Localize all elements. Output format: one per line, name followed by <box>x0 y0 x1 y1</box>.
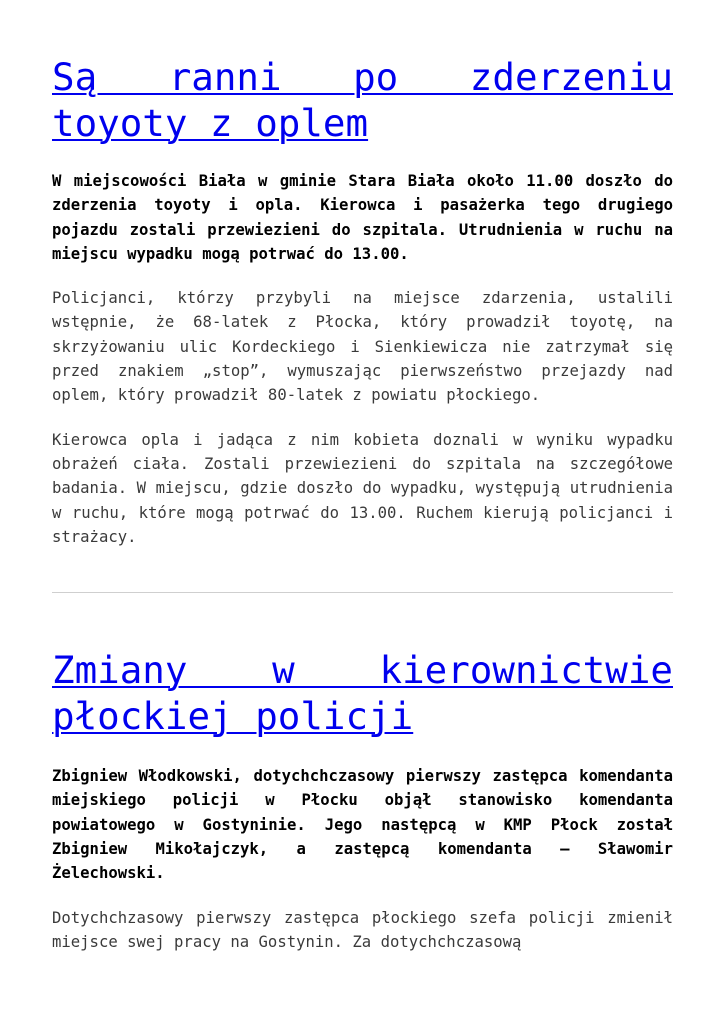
article-lead: W miejscowości Biała w gminie Stara Biała około 11.00 doszło do zderzenia toyoty i opla. Kierowca i pasażerka tego drugiego pojazdu zostali przewiezieni do szpitala. Utrudnienia w ruchu na miejscu wypadku mogą potrwać do 13.00. <box>52 172 673 263</box>
article-paragraph: Policjanci, którzy przybyli na miejsce zdarzenia, ustalili wstępnie, że 68-latek z Płocka, który prowadził toyotę, na skrzyżowaniu ulic Kordeckiego i Sienkiewicza nie zatrzymał się przed znakiem „stop”, wymuszając pierwszeństwo przejazdy nad oplem, który prowadził 80-latek z powiatu płockiego. <box>52 289 673 405</box>
article-lead: Zbigniew Włodkowski, dotychchczasowy pierwszy zastępca komendanta miejskiego policji w Płocku objął stanowisko komendanta powiatowego w Gostyninie. Jego następcą w KMP Płock został Zbigniew Mikołajczyk, a zastępcą komendanta – Sławomir Żelechowski. <box>52 767 673 883</box>
article-title <box>52 647 673 739</box>
article-divider <box>52 592 673 593</box>
article-title-link[interactable]: Zmiany w kierownictwie płockiej policji <box>52 648 673 739</box>
document-page <box>52 54 673 954</box>
article-paragraph: Kierowca opla i jadąca z nim kobieta doznali w wyniku wypadku obrażeń ciała. Zostali przewiezieni do szpitala na szczegółowe badania. W miejscu, gdzie doszło do wypadku, występują utrudnienia w ruchu, które mogą potrwać do 13.00. Ruchem kierują policjanci i strażacy. <box>52 430 673 546</box>
article-toyota-opel <box>52 54 673 549</box>
article-police-leadership <box>52 647 673 954</box>
article-paragraph: Dotychchzasowy pierwszy zastępca płockiego szefa policji zmienił miejsce swej pracy na Gostynin. Za dotychchczasową <box>52 908 673 951</box>
article-title <box>52 54 673 146</box>
article-title-link[interactable]: Są ranni po zderzeniu toyoty z oplem <box>52 55 673 145</box>
